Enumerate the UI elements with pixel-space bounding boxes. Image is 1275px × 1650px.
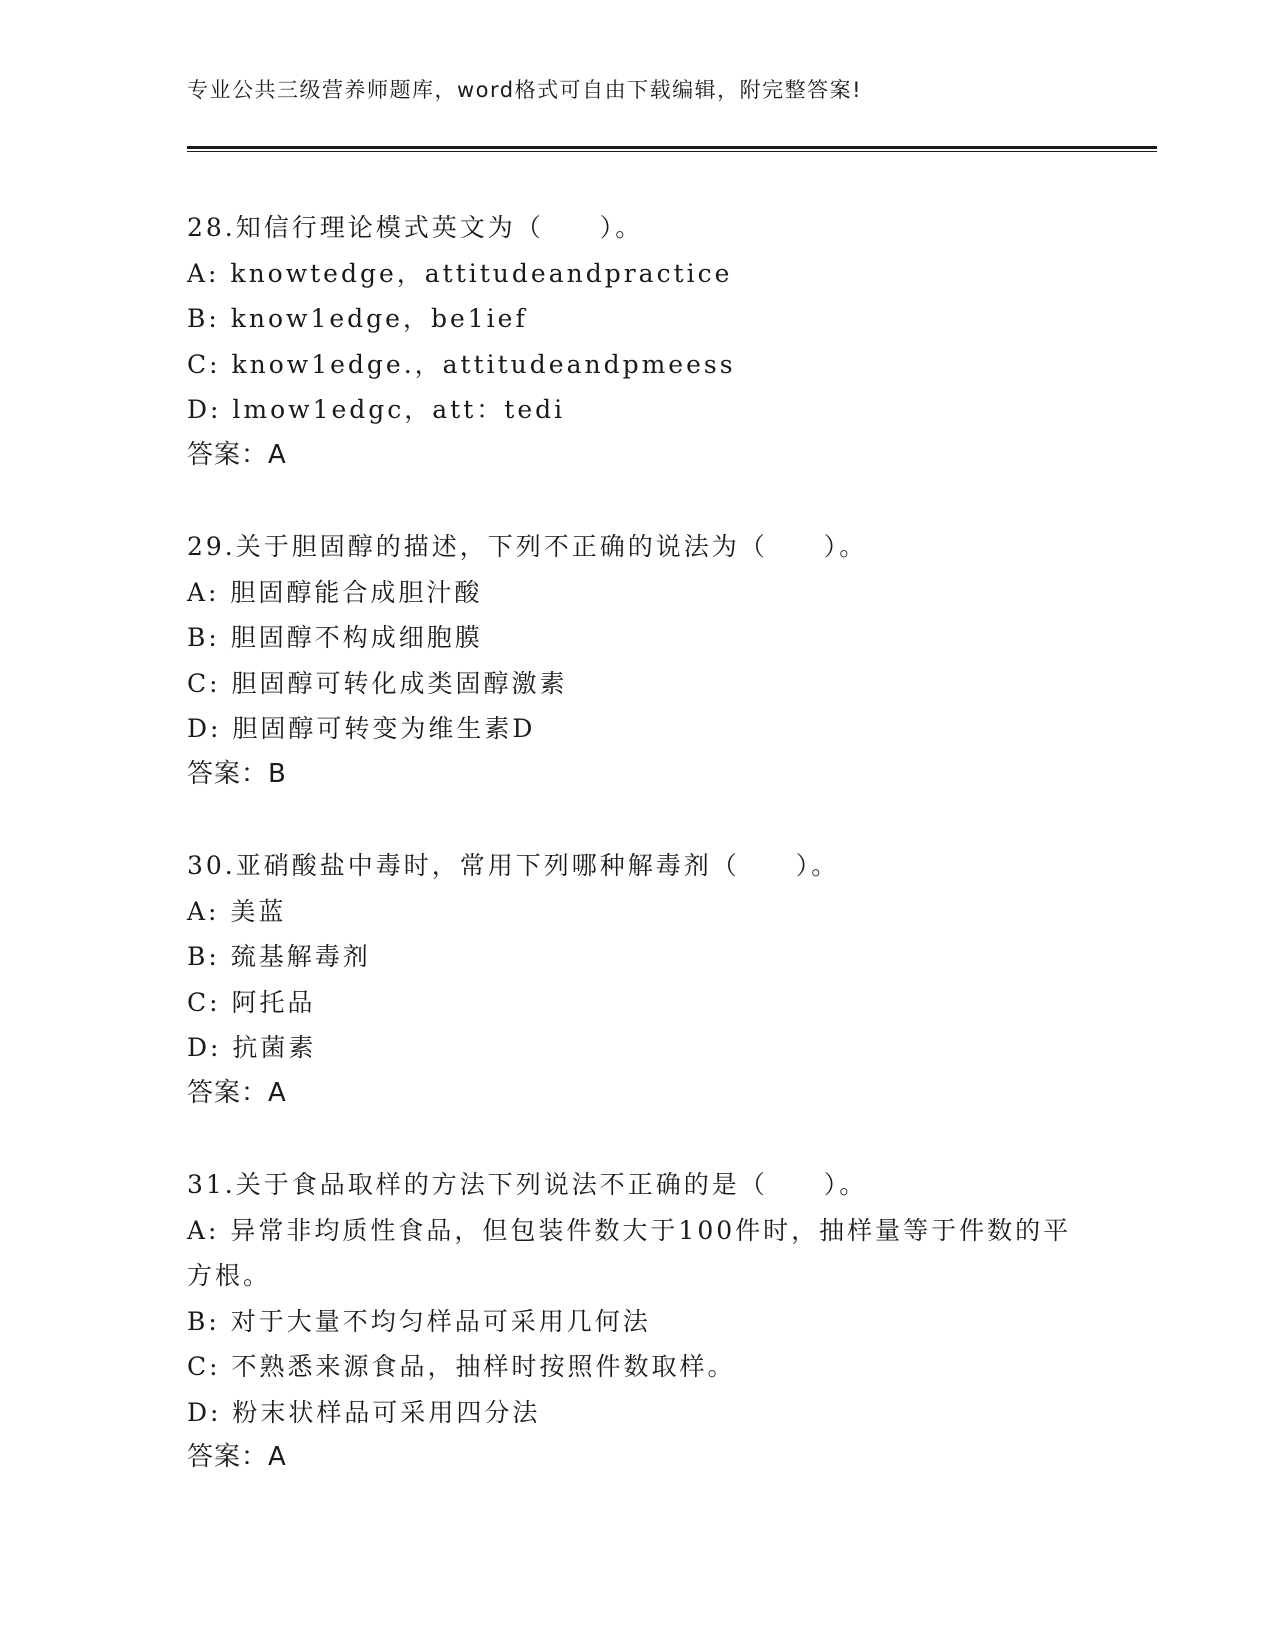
question-block — [187, 843, 1087, 1116]
question-stem: 28.知信行理论模式英文为（ ）。 — [187, 213, 644, 242]
option-c: C: 阿托品 — [187, 987, 316, 1017]
option-a: A: knowtedge，attitudeandpractice — [187, 258, 733, 288]
option-a: A: 异常非均质性食品，但包装件数大于100件时，抽样量等于件数的平方根。 — [187, 1215, 1072, 1290]
question-block — [187, 205, 1087, 478]
option-d: D: 抗菌素 — [187, 1033, 317, 1062]
header-divider-thick — [187, 146, 1157, 149]
answer-line: 答案：A — [187, 1442, 287, 1472]
option-d: D: 胆固醇可转变为维生素D — [187, 714, 536, 743]
answer-line: 答案：B — [187, 758, 287, 789]
question-stem: 29.关于胆固醇的描述，下列不正确的说法为（ ）。 — [187, 532, 868, 561]
question-stem: 30.亚硝酸盐中毒时，常用下列哪种解毒剂（ ）。 — [187, 851, 840, 880]
option-b: B: know1edge，be1ief — [187, 304, 528, 333]
option-d: D: lmow1edgc，att：tedi — [187, 395, 566, 424]
answer-line: 答案：A — [187, 439, 287, 470]
option-b: B: 对于大量不均匀样品可采用几何法 — [187, 1306, 651, 1336]
option-a: A: 胆固醇能合成胆汁酸 — [187, 577, 483, 607]
page-header: 专业公共三级营养师题库，word格式可自由下载编辑，附完整答案! — [187, 78, 863, 102]
option-b: B: 胆固醇不构成细胞膜 — [187, 623, 483, 652]
header-divider-thin — [187, 151, 1157, 152]
question-block — [187, 524, 1087, 797]
option-b: B: 巯基解毒剂 — [187, 942, 371, 971]
question-stem: 31.关于食品取样的方法下列说法不正确的是（ ）。 — [187, 1170, 868, 1199]
option-a: A: 美蓝 — [187, 896, 287, 926]
option-c: C: 胆固醇可转化成类固醇激素 — [187, 668, 568, 698]
option-d: D: 粉末状样品可采用四分法 — [187, 1397, 541, 1427]
option-c: C: 不熟悉来源食品，抽样时按照件数取样。 — [187, 1352, 736, 1381]
answer-line: 答案：A — [187, 1077, 287, 1108]
question-block — [187, 1162, 1087, 1481]
option-c: C: know1edge.，attitudeandpmeess — [187, 349, 736, 379]
